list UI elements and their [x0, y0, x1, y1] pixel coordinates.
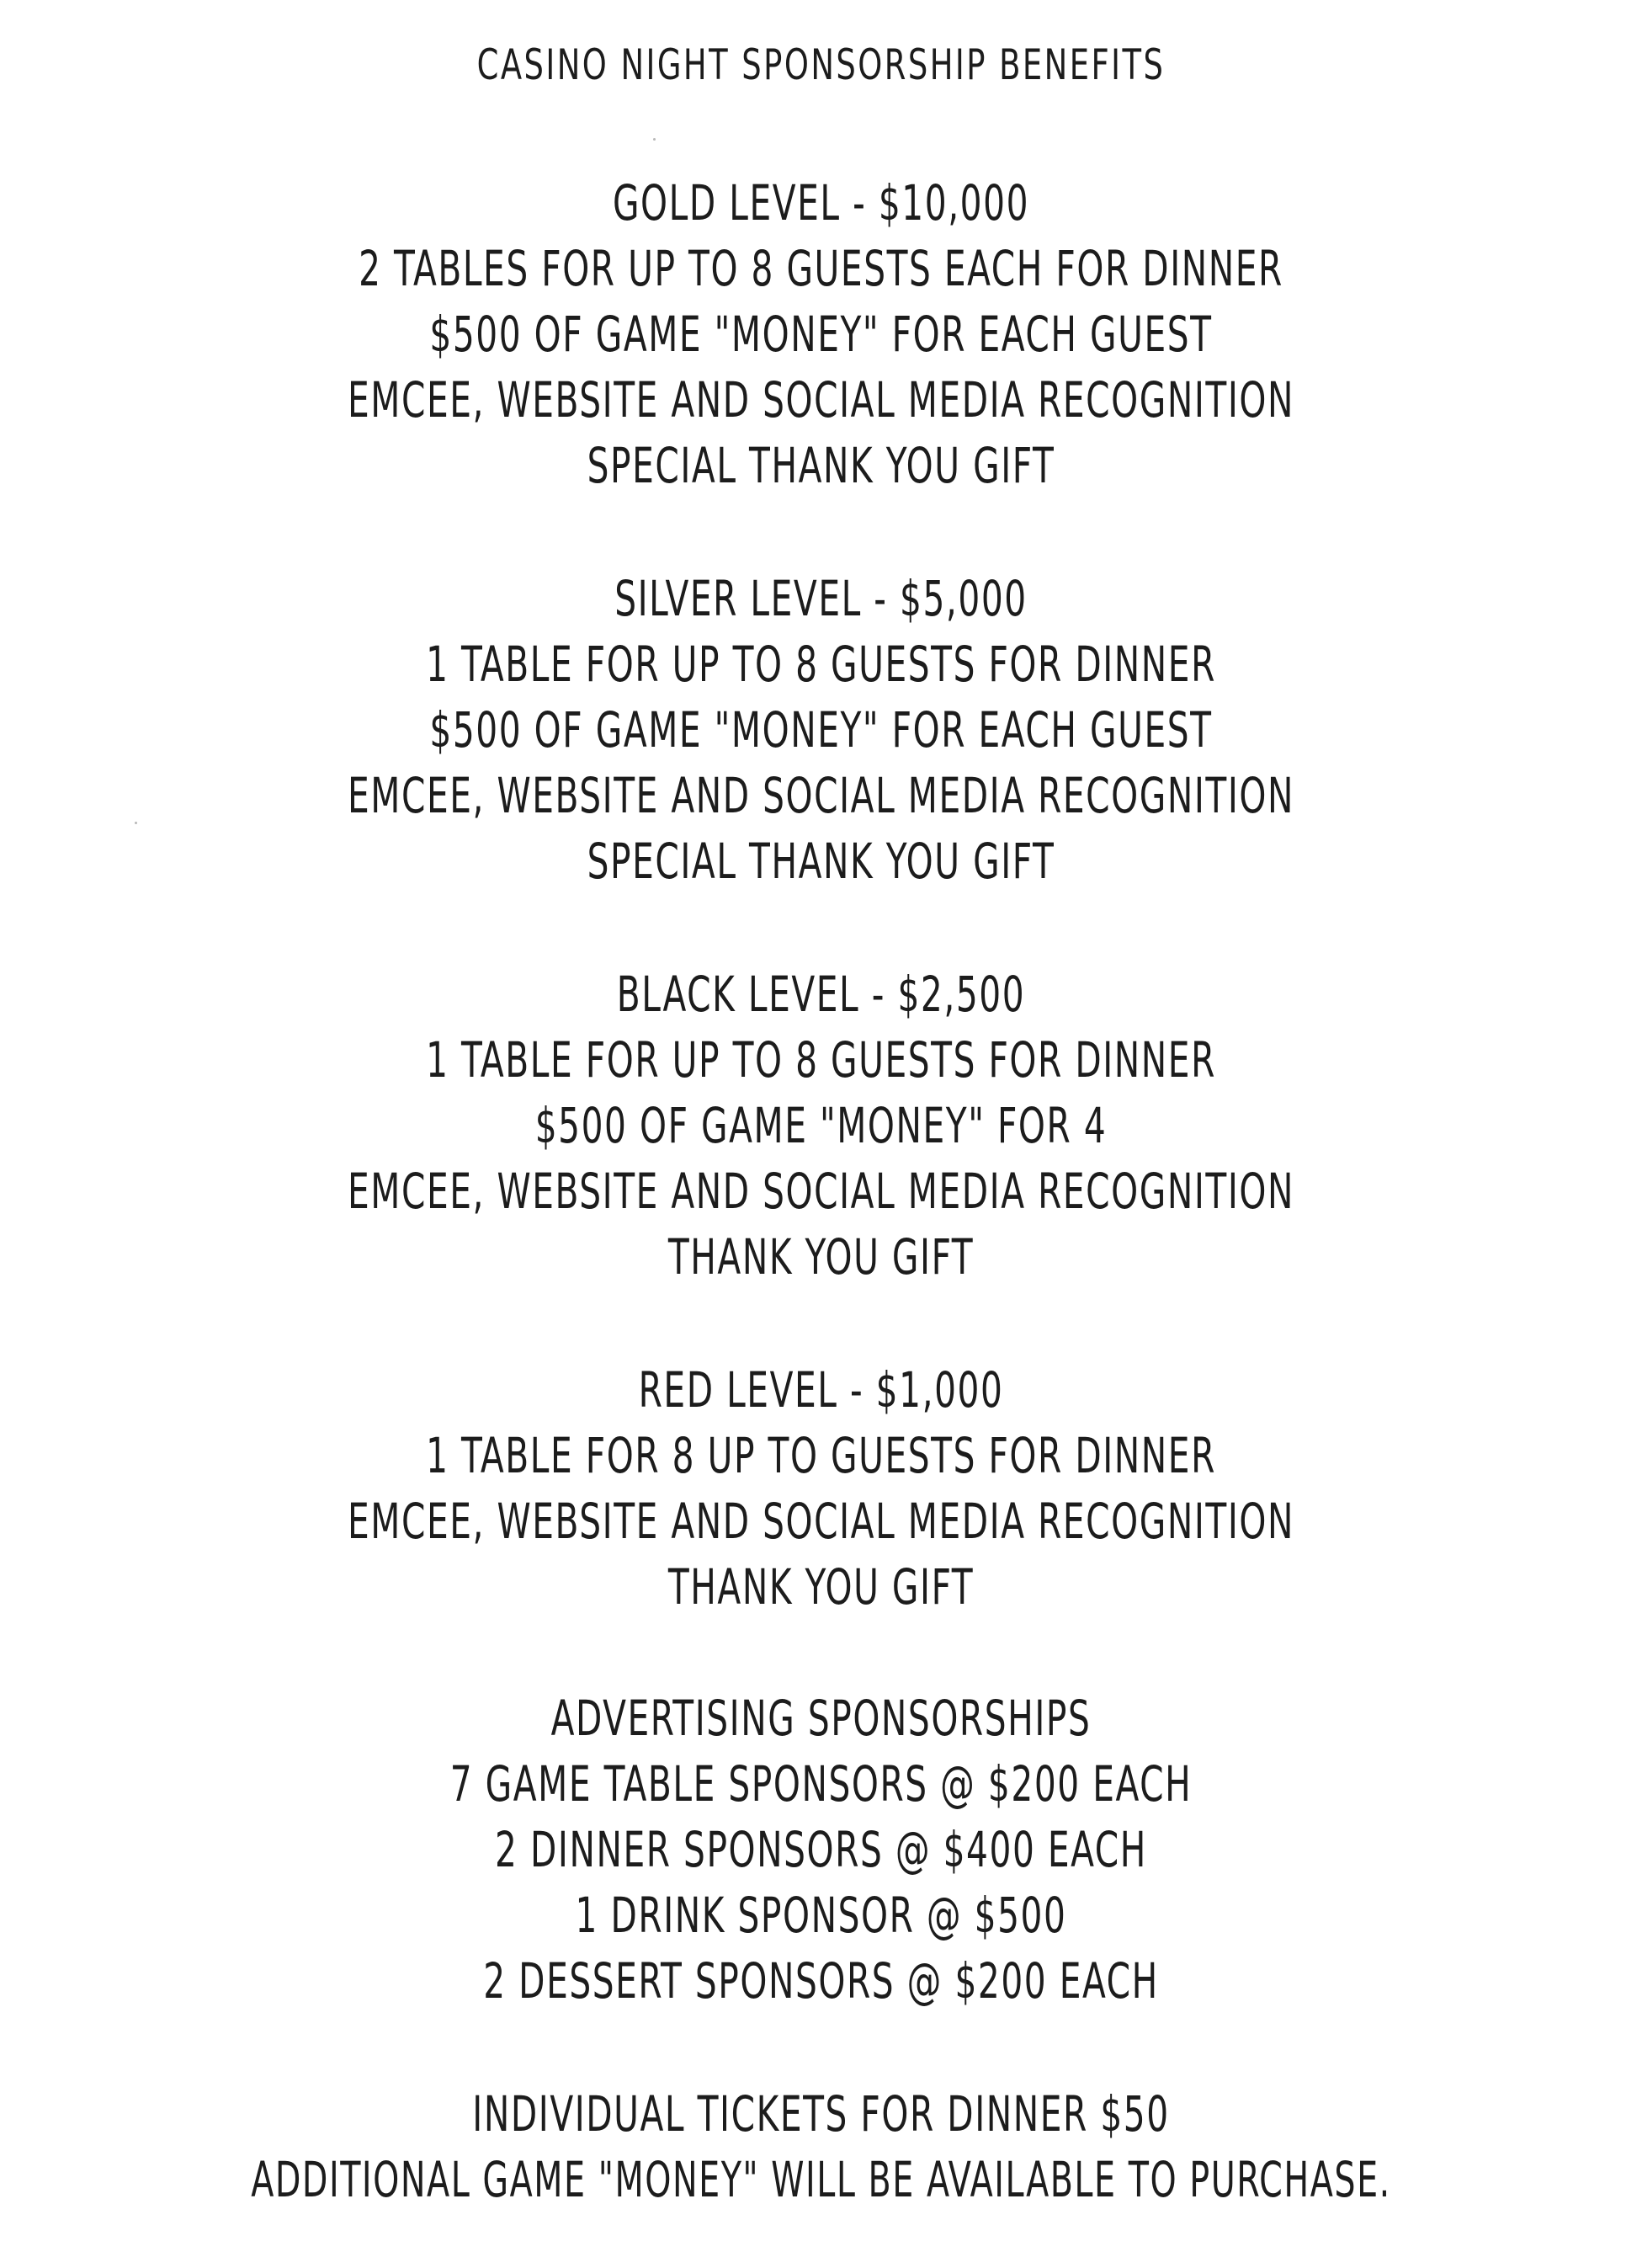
black-level-line: THANK YOU GIFT: [667, 1228, 975, 1286]
black-level-heading: BLACK LEVEL - $2,500: [616, 966, 1026, 1023]
individual-tickets-note: INDIVIDUAL TICKETS FOR DINNER $50: [472, 2085, 1170, 2143]
advertising-line: 2 DESSERT SPONSORS @ $200 EACH: [483, 1952, 1159, 2010]
gold-level-line: $500 OF GAME "MONEY" FOR EACH GUEST: [429, 306, 1213, 363]
gold-level-heading: GOLD LEVEL - $10,000: [612, 174, 1030, 232]
advertising-line: 2 DINNER SPONSORS @ $400 EACH: [495, 1821, 1147, 1878]
gold-level-line: SPECIAL THANK YOU GIFT: [587, 437, 1055, 494]
silver-level-line: 1 TABLE FOR UP TO 8 GUESTS FOR DINNER: [426, 636, 1216, 693]
red-level-line: 1 TABLE FOR 8 UP TO GUESTS FOR DINNER: [426, 1427, 1216, 1484]
gold-level-line: EMCEE, WEBSITE AND SOCIAL MEDIA RECOGNITION: [348, 371, 1294, 429]
red-level-heading: RED LEVEL - $1,000: [638, 1361, 1004, 1419]
silver-level-line: $500 OF GAME "MONEY" FOR EACH GUEST: [429, 701, 1213, 759]
advertising-line: 7 GAME TABLE SPONSORS @ $200 EACH: [449, 1755, 1193, 1813]
silver-level-line: SPECIAL THANK YOU GIFT: [587, 833, 1055, 890]
silver-level-line: EMCEE, WEBSITE AND SOCIAL MEDIA RECOGNITION: [348, 767, 1294, 824]
red-level-line: EMCEE, WEBSITE AND SOCIAL MEDIA RECOGNITION: [348, 1493, 1294, 1550]
scan-speck: [653, 138, 656, 141]
advertising-heading: ADVERTISING SPONSORSHIPS: [550, 1690, 1092, 1747]
red-level-line: THANK YOU GIFT: [667, 1558, 975, 1616]
black-level-line: 1 TABLE FOR UP TO 8 GUESTS FOR DINNER: [426, 1031, 1216, 1089]
black-level-line: $500 OF GAME "MONEY" FOR 4: [534, 1097, 1108, 1154]
page-title: CASINO NIGHT SPONSORSHIP BENEFITS: [476, 40, 1166, 89]
black-level-line: EMCEE, WEBSITE AND SOCIAL MEDIA RECOGNITION: [348, 1163, 1294, 1220]
silver-level-heading: SILVER LEVEL - $5,000: [614, 570, 1028, 627]
scan-speck: [135, 822, 137, 824]
additional-money-note: ADDITIONAL GAME "MONEY" WILL BE AVAILABLE TO PURCHASE.: [251, 2151, 1391, 2208]
advertising-line: 1 DRINK SPONSOR @ $500: [575, 1887, 1067, 1944]
gold-level-line: 2 TABLES FOR UP TO 8 GUESTS EACH FOR DINNER: [359, 240, 1283, 297]
